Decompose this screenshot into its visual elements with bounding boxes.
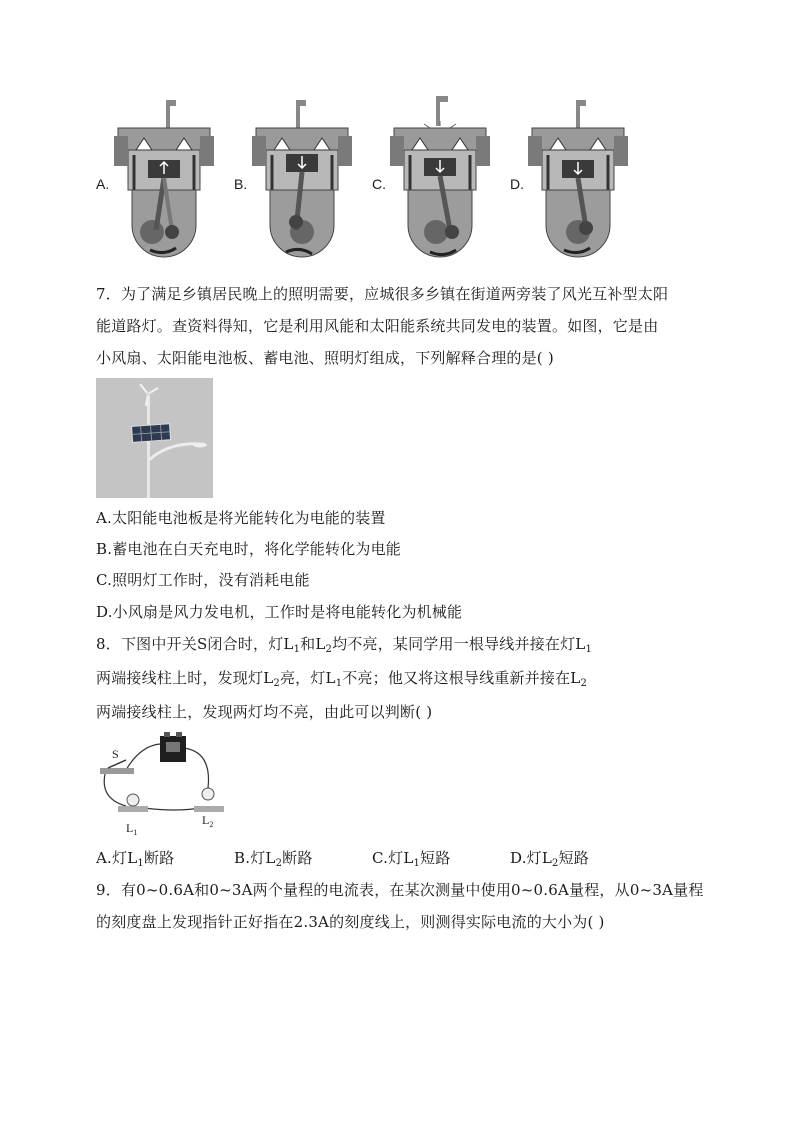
q9-stem-line-1: 9．有0~0.6A和0~3A两个量程的电流表，在某次测量中使用0~0.6A量程，从0~3A量程 [96,881,704,899]
switch-label: S [112,747,119,761]
svg-text:L1 [126,821,137,837]
engine-diagram-a [114,100,214,265]
engine-diagram-d [528,100,628,265]
q8-option-a: A.灯$L_1$断路 [96,849,175,869]
q7-option-b: B.蓄电池在白天充电时，将化学能转化为电能 [96,540,401,558]
q7-stem-line-2: 能道路灯。查资料得知，它是利用风能和太阳能系统共同发电的装置。如图，它是由 [96,317,659,335]
q6-option-a-label: A. [96,176,110,192]
lamp2-label: L [202,813,210,827]
q7-option-c: C.照明灯工作时，没有消耗电能 [96,571,310,589]
svg-text:L2 [202,813,213,829]
q9-stem-line-2: 的刻度盘上发现指针正好指在2.3A的刻度线上，则测得实际电流的大小为( ) [96,913,605,931]
q8-stem-line-1: 8．下图中开关S闭合时，灯$L_1$和$L_2$均不亮，某同学用一根导线并接在灯$L_1$ [96,635,593,655]
q6-option-d-label: D. [510,176,524,192]
q7-stem-line-3: 小风扇、太阳能电池板、蓄电池、照明灯组成，下列解释合理的是( ) [96,349,554,367]
q8-option-c: C.灯$L_1$短路 [372,849,451,869]
street-lamp-photo [96,378,213,502]
engine-diagram-b [252,100,352,265]
lamp2-sub: 2 [209,820,214,829]
q8-option-d: D.灯$L_2$短路 [510,849,590,869]
q7-stem-line-1: 7．为了满足乡镇居民晚上的照明需要，应城很多乡镇在街道两旁装了风光互补型太阳 [96,285,669,303]
q8-stem-line-3: 两端接线柱上，发现两灯均不亮，由此可以判断( ) [96,703,433,721]
lamp1-label: L [126,821,134,835]
q6-option-c-label: C. [372,176,386,192]
circuit-diagram [96,728,236,842]
q6-option-b-label: B. [234,176,248,192]
q7-option-a: A.太阳能电池板是将光能转化为电能的装置 [96,509,386,527]
engine-diagram-c [390,96,490,266]
q8-stem-line-2: 两端接线柱上时，发现灯$L_2$亮，灯$L_1$不亮；他又将这根导线重新并接在$L_2$ [96,669,588,689]
lamp1-sub: 1 [133,828,138,837]
q8-option-b: B.灯$L_2$断路 [234,849,313,869]
q7-option-d: D.小风扇是风力发电机，工作时是将电能转化为机械能 [96,603,463,621]
